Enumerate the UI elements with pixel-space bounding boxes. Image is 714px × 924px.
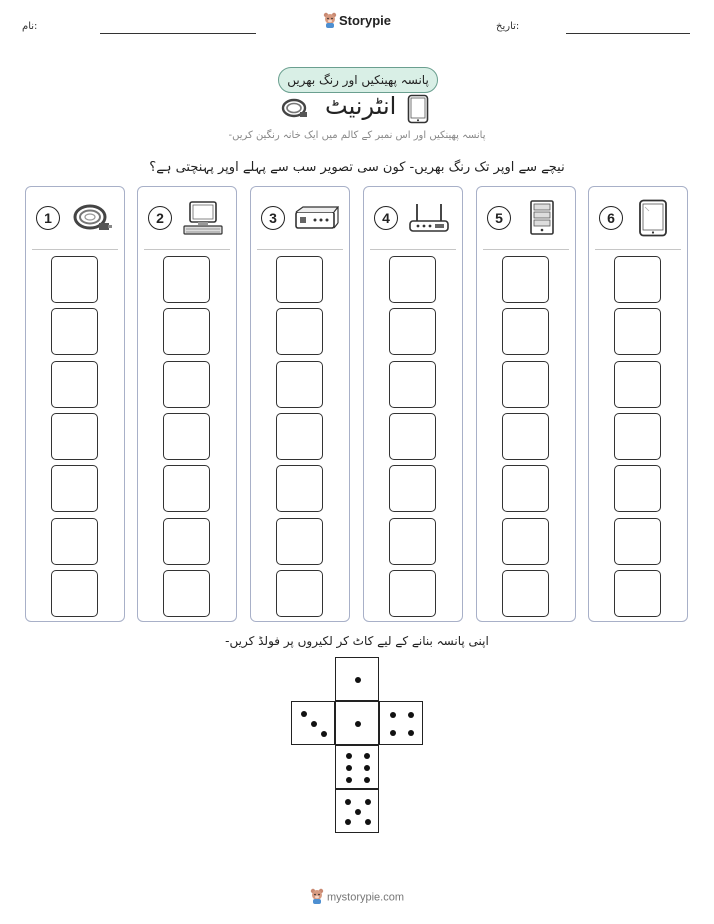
color-box[interactable] (389, 308, 436, 355)
color-box[interactable] (502, 413, 549, 460)
modem-icon (293, 199, 339, 237)
column-5 (476, 186, 576, 622)
color-box[interactable] (614, 308, 661, 355)
die-pip (355, 721, 361, 727)
die-face (335, 657, 379, 701)
color-box[interactable] (276, 518, 323, 565)
color-box[interactable] (51, 413, 98, 460)
color-box[interactable] (502, 361, 549, 408)
column-divider (32, 249, 118, 250)
color-box[interactable] (163, 465, 210, 512)
subtitle: پانسہ پھینکیں اور اس نمبر کے کالم میں ایک خانہ رنگین کریں- (228, 130, 486, 141)
die-pip (408, 730, 414, 736)
bear-logo-icon (323, 12, 337, 31)
color-box[interactable] (502, 308, 549, 355)
color-box[interactable] (276, 256, 323, 303)
die-pip (365, 799, 371, 805)
column-header (138, 187, 236, 247)
die-instruction: اپنی پانسہ بنانے کے لیے کاٹ کر لکیروں پر فولڈ کریں- (225, 634, 489, 648)
column-header (251, 187, 349, 247)
tablet-icon (631, 199, 677, 237)
column-divider (257, 249, 343, 250)
die-pip (311, 721, 317, 727)
die-pip (345, 819, 351, 825)
color-box[interactable] (614, 518, 661, 565)
column-number: 4 (374, 206, 398, 230)
die-pip (390, 730, 396, 736)
brand-name: Storypie (338, 12, 391, 28)
column-2 (137, 186, 237, 622)
color-box[interactable] (614, 256, 661, 303)
column-divider (370, 249, 456, 250)
die-pip (364, 753, 370, 759)
column-6 (588, 186, 688, 622)
color-box[interactable] (502, 570, 549, 617)
page-title: انٹرنیٹ (325, 92, 397, 120)
color-box[interactable] (51, 256, 98, 303)
color-box[interactable] (502, 465, 549, 512)
column-1 (25, 186, 125, 622)
color-box[interactable] (163, 256, 210, 303)
die-face (335, 745, 379, 789)
color-box[interactable] (276, 465, 323, 512)
column-divider (595, 249, 681, 250)
cable-icon (68, 199, 114, 237)
color-box[interactable] (51, 518, 98, 565)
die-pip (301, 711, 307, 717)
color-box[interactable] (163, 361, 210, 408)
die-pip (408, 712, 414, 718)
column-4 (363, 186, 463, 622)
router-icon (406, 199, 452, 237)
color-box[interactable] (51, 361, 98, 408)
color-box[interactable] (502, 518, 549, 565)
column-number: 5 (487, 206, 511, 230)
tablet-icon (407, 94, 429, 128)
column-divider (483, 249, 569, 250)
column-divider (144, 249, 230, 250)
column-header (364, 187, 462, 247)
color-box[interactable] (389, 518, 436, 565)
title-row (0, 94, 714, 124)
footer-text[interactable]: mystorypie.com (326, 891, 405, 904)
die-face (335, 701, 379, 745)
die-pip (355, 809, 361, 815)
color-box[interactable] (502, 256, 549, 303)
die-pip (355, 677, 361, 683)
title-pill: پانسہ پھینکیں اور رنگ بھریں (278, 67, 438, 93)
die-face (291, 701, 335, 745)
die-face (335, 789, 379, 833)
date-label: تاریخ: (496, 21, 520, 32)
color-box[interactable] (389, 570, 436, 617)
computer-icon (180, 199, 226, 237)
color-box[interactable] (276, 413, 323, 460)
color-box[interactable] (614, 465, 661, 512)
color-box[interactable] (163, 308, 210, 355)
column-number: 1 (36, 206, 60, 230)
color-box[interactable] (389, 413, 436, 460)
column-3 (250, 186, 350, 622)
date-line[interactable] (566, 33, 690, 34)
die-pip (345, 799, 351, 805)
die-pip (321, 731, 327, 737)
name-label: نام: (22, 21, 38, 32)
die-face (379, 701, 423, 745)
color-box[interactable] (276, 570, 323, 617)
die-pip (364, 765, 370, 771)
column-number: 3 (261, 206, 285, 230)
color-box[interactable] (51, 465, 98, 512)
column-header (26, 187, 124, 247)
color-box[interactable] (614, 570, 661, 617)
name-line[interactable] (100, 33, 256, 34)
color-box[interactable] (163, 570, 210, 617)
die-pip (364, 777, 370, 783)
color-box[interactable] (163, 518, 210, 565)
question: نیچے سے اوپر تک رنگ بھریں- کون سی تصویر سب سے پہلے اوپر پہنچتی ہے؟ (149, 160, 565, 175)
cable-icon (280, 95, 310, 127)
color-box[interactable] (51, 570, 98, 617)
column-header (589, 187, 687, 247)
color-box[interactable] (276, 361, 323, 408)
column-number: 6 (599, 206, 623, 230)
bear-logo-icon (310, 888, 324, 907)
server-icon (519, 199, 565, 237)
die-pip (346, 765, 352, 771)
color-box[interactable] (276, 308, 323, 355)
color-box[interactable] (51, 308, 98, 355)
color-box[interactable] (389, 361, 436, 408)
die-pip (365, 819, 371, 825)
column-number: 2 (148, 206, 172, 230)
die-pip (346, 777, 352, 783)
footer (0, 888, 714, 907)
color-box[interactable] (614, 413, 661, 460)
color-box[interactable] (389, 465, 436, 512)
die-pip (390, 712, 396, 718)
brand-logo (0, 12, 714, 31)
color-box[interactable] (614, 361, 661, 408)
color-box[interactable] (163, 413, 210, 460)
die-pip (346, 753, 352, 759)
color-box[interactable] (389, 256, 436, 303)
column-header (477, 187, 575, 247)
